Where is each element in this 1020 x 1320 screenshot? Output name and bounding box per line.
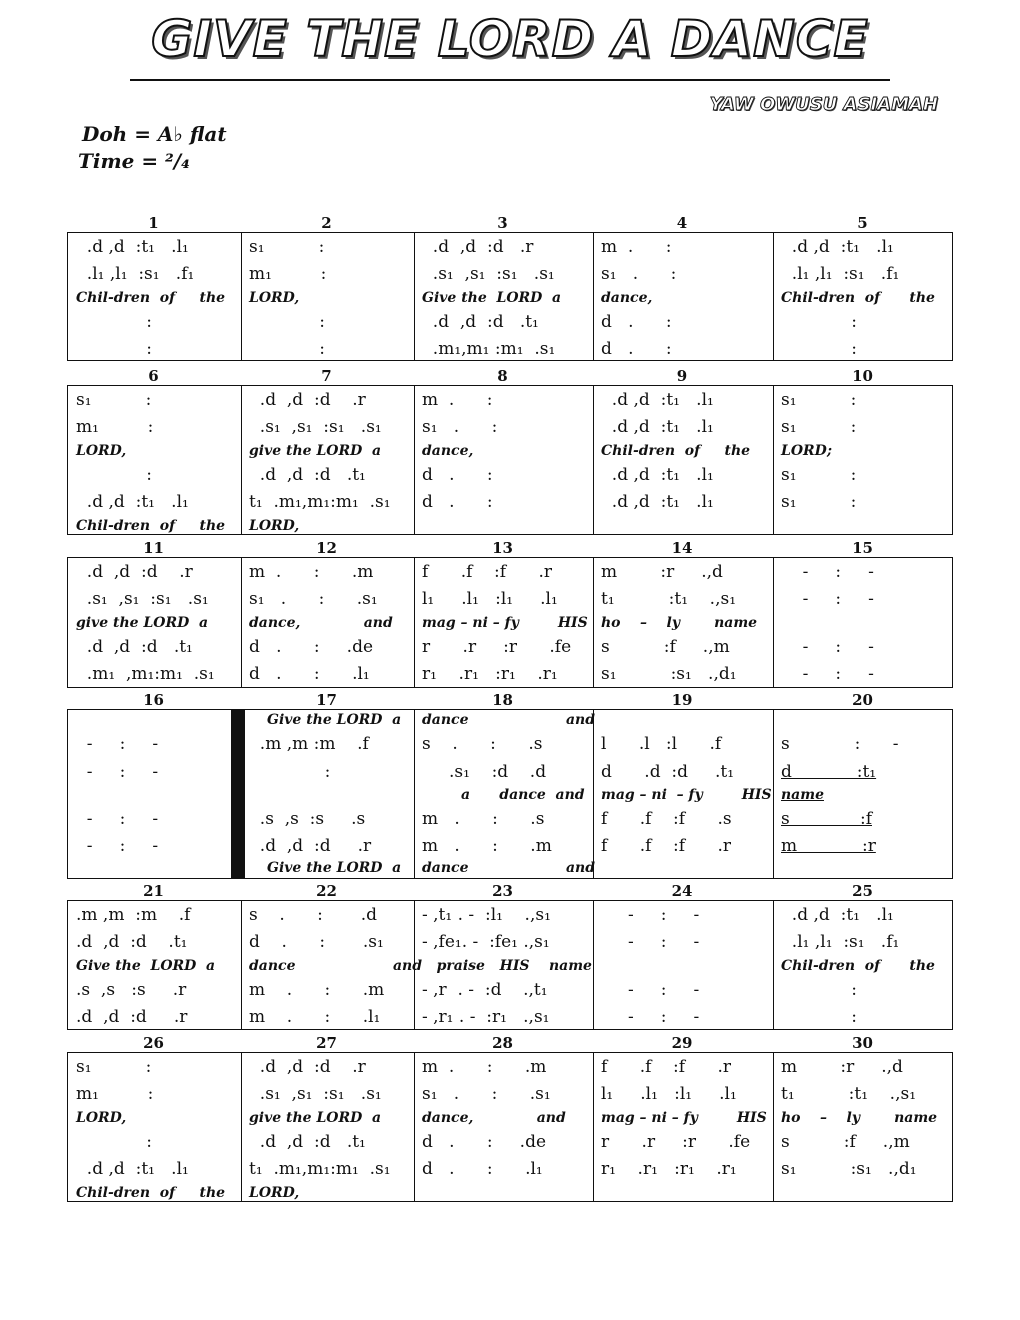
lyric: dance,: [601, 290, 653, 306]
solfa-notes: s₁ :: [781, 492, 857, 512]
solfa-notes: .d ,d :t₁ .l₁: [601, 417, 714, 437]
bar-line: [593, 233, 594, 360]
solfa-notes: m . : .l₁: [249, 1007, 381, 1027]
lyric: give the LORD a: [76, 615, 209, 631]
lyric: LORD;: [781, 443, 832, 459]
solfa-notes: - : -: [601, 980, 700, 1000]
solfa-notes: s₁ . :: [422, 417, 498, 437]
measure-number: 4: [676, 214, 688, 232]
measure-number: 27: [316, 1034, 337, 1052]
solfa-notes: .d ,d :d .t₁: [249, 1132, 366, 1152]
lyric: dance, and: [422, 1110, 566, 1126]
solfa-notes: m . :: [601, 237, 672, 257]
solfa-notes: .d ,d :d .t₁: [76, 932, 188, 952]
lyric: a dance and: [422, 787, 585, 803]
solfa-notes: s₁ :: [781, 465, 857, 485]
solfa-notes: f .f :f .r: [422, 562, 552, 582]
solfa-notes: .l₁ ,l₁ :s₁ .f₁: [76, 264, 195, 284]
system-2: [67, 367, 953, 535]
solfa-notes: .d ,d :d .r: [76, 1007, 188, 1027]
solfa-notes: .s₁ ,s₁ :s₁ .s₁: [76, 589, 209, 609]
lyric: dance, and: [249, 615, 393, 631]
solfa-notes: - : -: [601, 905, 700, 925]
solfa-notes: d .d :d .t₁: [601, 762, 735, 782]
measure-number: 6: [148, 367, 159, 385]
measure-box: [67, 557, 953, 688]
solfa-notes: t₁ :t₁ .,s₁: [781, 1084, 917, 1104]
system-6: [67, 1034, 953, 1202]
solfa-notes: d . : .de: [249, 637, 374, 657]
solfa-notes: t₁ .m₁,m₁:m₁ .s₁: [249, 1159, 391, 1179]
solfa-notes: .d ,d :d .t₁: [249, 465, 366, 485]
system-4: [67, 691, 953, 879]
solfa-notes: .d ,d :d .r: [76, 562, 193, 582]
solfa-notes: :: [249, 339, 325, 359]
measure-number: 20: [852, 691, 873, 709]
solfa-notes: - : -: [781, 589, 874, 609]
measure-number: 5: [857, 214, 868, 232]
lyric: Chil-dren of the: [76, 1185, 226, 1201]
solfa-notes: d . :: [601, 312, 672, 332]
measure-number: 28: [492, 1034, 513, 1052]
solfa-notes: s₁ . : .s₁: [249, 589, 378, 609]
bar-line: [593, 710, 594, 878]
measure-numbers: [67, 367, 953, 385]
solfa-notes: r .r :r .fe: [422, 637, 572, 657]
solfa-notes: :: [781, 980, 857, 1000]
solfa-notes: .l₁ ,l₁ :s₁ .f₁: [781, 932, 900, 952]
solfa-notes: - : -: [781, 562, 874, 582]
lyric: Give the LORD a: [76, 958, 216, 974]
solfa-notes: l₁ .l₁ :l₁ .l₁: [601, 1084, 737, 1104]
measure-number: 15: [852, 539, 873, 557]
repeat-sign: [231, 710, 243, 878]
bar-line: [773, 386, 774, 534]
bar-line: [593, 386, 594, 534]
lyric: mag – ni – fy HIS: [422, 615, 588, 631]
solfa-notes: f .f :f .r: [601, 1057, 731, 1077]
solfa-notes: m . : .s: [422, 809, 545, 829]
solfa-notes: m . : .m: [249, 980, 385, 1000]
song-title: GIVE THE LORD A DANCE: [151, 10, 869, 68]
composer-name: YAW OWUSU ASIAMAH: [709, 94, 938, 115]
lyric: LORD,: [249, 1185, 300, 1201]
solfa-notes: - : -: [601, 932, 700, 952]
measure-number: 12: [316, 539, 337, 557]
solfa-notes: r₁ .r₁ :r₁ .r₁: [601, 1159, 737, 1179]
solfa-notes: m . : .m: [422, 836, 552, 856]
measure-number: 30: [852, 1034, 873, 1052]
measure-number: 2: [321, 214, 332, 232]
measure-number: 14: [671, 539, 693, 557]
solfa-notes: :: [76, 339, 152, 359]
solfa-notes: m . :: [422, 390, 493, 410]
solfa-notes: d . : .l₁: [249, 664, 370, 684]
solfa-notes: s₁ :: [249, 237, 325, 257]
measure-numbers: [67, 882, 953, 900]
measure-number: 22: [316, 882, 337, 900]
solfa-notes: .s₁ ,s₁ :s₁ .s₁: [249, 1084, 382, 1104]
bar-line: [593, 901, 594, 1029]
bar-line: [773, 558, 774, 687]
measure-number: 7: [321, 367, 332, 385]
bar-line: [241, 901, 242, 1029]
solfa-notes: m . : .m: [249, 562, 374, 582]
solfa-notes: .d ,d :d .r: [249, 390, 366, 410]
lyric: ho – ly name: [601, 615, 758, 631]
bar-line: [773, 710, 774, 878]
lyric: mag – ni – fy HIS: [601, 787, 772, 803]
solfa-notes: :: [76, 1132, 152, 1152]
solfa-notes: m :r: [781, 836, 876, 856]
solfa-notes: m . : .m: [422, 1057, 547, 1077]
solfa-notes: - ,t₁ . - :l₁ .,s₁: [422, 905, 551, 925]
solfa-notes: - : -: [781, 664, 874, 684]
measure-box: [67, 709, 953, 879]
bar-line: [241, 1053, 242, 1201]
measure-number: 19: [671, 691, 693, 709]
solfa-notes: .d ,d :t₁ .l₁: [601, 492, 714, 512]
bar-line: [241, 386, 242, 534]
lyric: dance and: [422, 712, 595, 728]
lyric: praise HIS name: [422, 958, 592, 974]
solfa-notes: :: [781, 1007, 857, 1027]
solfa-notes: .l₁ ,l₁ :s₁ .f₁: [781, 264, 900, 284]
measure-number: 1: [148, 214, 159, 232]
solfa-notes: .d ,d :t₁ .l₁: [76, 237, 189, 257]
measure-number: 11: [143, 539, 164, 557]
solfa-notes: s₁ :: [781, 417, 857, 437]
lyric: LORD,: [249, 290, 300, 306]
solfa-notes: :: [249, 762, 331, 782]
solfa-notes: m :r .,d: [781, 1057, 903, 1077]
measure-number: 24: [671, 882, 693, 900]
solfa-notes: s . : .s: [422, 734, 543, 754]
system-3: [67, 539, 953, 688]
bar-line: [414, 386, 415, 534]
solfa-notes: .d ,d :d .t₁: [76, 637, 193, 657]
lyric: LORD,: [76, 443, 127, 459]
solfa-notes: r .r :r .fe: [601, 1132, 751, 1152]
lyric: dance and: [249, 958, 422, 974]
measure-number: 10: [852, 367, 873, 385]
solfa-notes: s₁ . : .s₁: [422, 1084, 551, 1104]
lyric: Chil-dren of the: [76, 290, 226, 306]
solfa-notes: s :f: [781, 809, 872, 829]
measure-numbers: [67, 1034, 953, 1052]
solfa-notes: :: [781, 339, 857, 359]
solfa-notes: s₁ . :: [601, 264, 677, 284]
solfa-notes: .d ,d :t₁ .l₁: [76, 1159, 189, 1179]
measure-box: [67, 232, 953, 361]
measure-number: 21: [143, 882, 164, 900]
solfa-notes: .m₁,m₁ :m₁ .s₁: [422, 339, 556, 359]
measure-numbers: [67, 539, 953, 557]
solfa-notes: d . :: [422, 465, 493, 485]
solfa-notes: s :f .,m: [601, 637, 730, 657]
solfa-notes: s₁ :: [781, 390, 857, 410]
solfa-notes: .d ,d :t₁ .l₁: [601, 465, 714, 485]
solfa-notes: d . : .s₁: [249, 932, 384, 952]
lyric: Give the LORD a: [267, 860, 402, 876]
solfa-notes: .m₁ ,m₁:m₁ .s₁: [76, 664, 215, 684]
bar-line: [414, 558, 415, 687]
solfa-notes: s₁ :s₁ .,d₁: [601, 664, 737, 684]
solfa-notes: - : -: [76, 762, 159, 782]
measure-box: [67, 1052, 953, 1202]
bar-line: [773, 1053, 774, 1201]
lyric: mag – ni – fy HIS: [601, 1110, 767, 1126]
bar-line: [593, 558, 594, 687]
solfa-notes: .m ,m :m .f: [249, 734, 369, 754]
lyric: LORD,: [76, 1110, 127, 1126]
measure-number: 13: [492, 539, 513, 557]
solfa-notes: :: [249, 312, 325, 332]
solfa-notes: f .f :f .r: [601, 836, 731, 856]
measure-number: 18: [492, 691, 513, 709]
solfa-notes: l₁ .l₁ :l₁ .l₁: [422, 589, 558, 609]
lyric: dance and: [422, 860, 595, 876]
solfa-notes: m₁ :: [249, 264, 327, 284]
system-5: [67, 882, 953, 1030]
system-1: [67, 214, 953, 361]
solfa-notes: s₁ :: [76, 1057, 152, 1077]
solfa-notes: .s₁ ,s₁ :s₁ .s₁: [422, 264, 555, 284]
lyric: Chil-dren of the: [781, 958, 935, 974]
measure-number: 3: [497, 214, 508, 232]
measure-box: [67, 900, 953, 1030]
solfa-notes: .s ,s :s .r: [76, 980, 187, 1000]
solfa-notes: :: [76, 465, 152, 485]
solfa-notes: .d ,d :t₁ .l₁: [76, 492, 189, 512]
bar-line: [241, 233, 242, 360]
lyric: Chil-dren of the: [781, 290, 935, 306]
solfa-notes: .s₁ ,s₁ :s₁ .s₁: [249, 417, 382, 437]
solfa-notes: d :t₁: [781, 762, 877, 782]
bar-line: [241, 558, 242, 687]
bar-line: [773, 901, 774, 1029]
solfa-notes: r₁ .r₁ :r₁ .r₁: [422, 664, 558, 684]
solfa-notes: .d ,d :t₁ .l₁: [781, 905, 894, 925]
lyric: give the LORD a: [249, 443, 382, 459]
measure-number: 25: [852, 882, 873, 900]
solfa-notes: .s₁ :d .d: [422, 762, 547, 782]
bar-line: [414, 1053, 415, 1201]
lyric: give the LORD a: [249, 1110, 382, 1126]
solfa-notes: d . :: [422, 492, 493, 512]
solfa-notes: - : -: [781, 637, 874, 657]
measure-box: [67, 385, 953, 535]
measure-numbers: [67, 214, 953, 232]
measure-number: 23: [492, 882, 513, 900]
solfa-notes: .m ,m :m .f: [76, 905, 191, 925]
solfa-notes: - ,fe₁. - :fe₁ .,s₁: [422, 932, 550, 952]
solfa-notes: t₁ .m₁,m₁:m₁ .s₁: [249, 492, 391, 512]
measure-number: 17: [316, 691, 337, 709]
lyric: dance,: [422, 443, 474, 459]
title-underline: [130, 79, 890, 81]
lyric: Give the LORD a: [422, 290, 562, 306]
time-signature: Time = ²/₄: [78, 149, 190, 173]
solfa-notes: .d ,d :d .t₁: [422, 312, 539, 332]
solfa-notes: - : -: [76, 809, 159, 829]
solfa-notes: s₁ :s₁ .,d₁: [781, 1159, 917, 1179]
measure-number: 8: [497, 367, 508, 385]
solfa-notes: l .l :l .f: [601, 734, 722, 754]
solfa-notes: s :f .,m: [781, 1132, 910, 1152]
solfa-notes: m₁ :: [76, 417, 154, 437]
solfa-notes: .d ,d :t₁ .l₁: [781, 237, 894, 257]
solfa-notes: .d ,d :d .r: [249, 836, 372, 856]
lyric: Chil-dren of the: [601, 443, 751, 459]
solfa-notes: s₁ :: [76, 390, 152, 410]
bar-line: [593, 1053, 594, 1201]
solfa-notes: d . : .l₁: [422, 1159, 543, 1179]
solfa-notes: - ,r₁ . - :r₁ .,s₁: [422, 1007, 550, 1027]
lyric: ho – ly name: [781, 1110, 938, 1126]
solfa-notes: - : -: [76, 836, 159, 856]
lyric: Chil-dren of the: [76, 518, 226, 534]
lyric: Give the LORD a: [267, 712, 402, 728]
solfa-notes: .d ,d :t₁ .l₁: [601, 390, 714, 410]
solfa-notes: .s ,s :s .s: [249, 809, 366, 829]
solfa-notes: - ,r . - :d .,t₁: [422, 980, 548, 1000]
solfa-notes: .d ,d :d .r: [422, 237, 534, 257]
key-signature: Doh = A♭ flat: [82, 122, 227, 146]
solfa-notes: :: [76, 312, 152, 332]
solfa-notes: d . : .de: [422, 1132, 547, 1152]
solfa-notes: s : -: [781, 734, 899, 754]
lyric: LORD,: [249, 518, 300, 534]
solfa-notes: - : -: [601, 1007, 700, 1027]
lyric: name: [781, 787, 824, 803]
solfa-notes: s . : .d: [249, 905, 378, 925]
solfa-notes: :: [781, 312, 857, 332]
measure-numbers: [67, 691, 953, 709]
solfa-notes: f .f :f .s: [601, 809, 732, 829]
bar-line: [773, 233, 774, 360]
solfa-notes: t₁ :t₁ .,s₁: [601, 589, 737, 609]
measure-number: 16: [143, 691, 164, 709]
solfa-notes: m :r .,d: [601, 562, 723, 582]
solfa-notes: .d ,d :d .r: [249, 1057, 366, 1077]
bar-line: [414, 710, 415, 878]
bar-line: [414, 233, 415, 360]
measure-number: 26: [143, 1034, 164, 1052]
solfa-notes: - : -: [76, 734, 159, 754]
solfa-notes: m₁ :: [76, 1084, 154, 1104]
measure-number: 29: [671, 1034, 693, 1052]
measure-number: 9: [676, 367, 688, 385]
solfa-notes: d . :: [601, 339, 672, 359]
